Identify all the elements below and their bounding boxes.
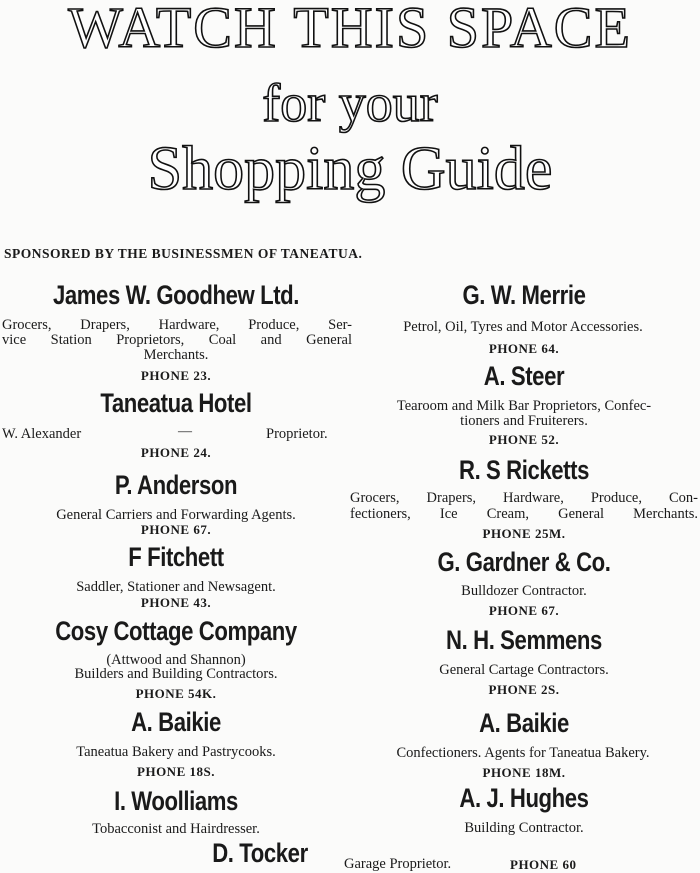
business-name: G. W. Merrie [462, 280, 586, 310]
business-desc: Builders and Building Contractors. [74, 666, 278, 682]
business-phone: PHONE 23. [140, 368, 212, 383]
business-desc: fectioners, Ice Cream, General Merchants. [350, 506, 698, 522]
business-phone: PHONE 64. [488, 341, 560, 356]
business-name: R. S Ricketts [458, 455, 590, 485]
business-phone: PHONE 18S. [137, 764, 215, 779]
business-desc: W. Alexander [2, 426, 82, 442]
business-name: A. J. Hughes [459, 783, 589, 813]
dash-separator: — [178, 424, 192, 439]
business-desc: Confectioners. Agents for Taneatua Bakery. [396, 745, 650, 761]
business-name: A. Steer [483, 361, 565, 391]
business-name: A. Baikie [131, 707, 221, 737]
business-desc: Taneatua Bakery and Pastrycooks. [76, 744, 276, 760]
business-phone: PHONE 67. [140, 522, 212, 537]
business-name: P. Anderson [114, 470, 238, 500]
business-name: D. Tocker [212, 838, 308, 868]
business-phone: PHONE 67. [488, 603, 560, 618]
business-name: Cosy Cottage Company [55, 616, 297, 646]
business-name: Taneatua Hotel [100, 388, 252, 418]
business-phone: PHONE 60 [510, 857, 577, 872]
business-name: I. Woolliams [114, 786, 238, 816]
sponsor-line: SPONSORED BY THE BUSINESSMEN OF TANEATUA. [4, 246, 363, 261]
business-phone: PHONE 24. [140, 445, 212, 460]
business-desc: Garage Proprietor. [344, 856, 452, 872]
business-desc: tioners and Fruiterers. [460, 413, 588, 429]
right-column [348, 0, 700, 873]
business-desc: Building Contractor. [464, 820, 584, 836]
business-phone: PHONE 52. [488, 432, 560, 447]
business-desc: Grocers, Drapers, Hardware, Produce, Con- [350, 490, 698, 506]
business-name: G. Gardner & Co. [437, 547, 611, 577]
business-desc: General Carriers and Forwarding Agents. [56, 507, 296, 523]
business-desc: Bulldozer Contractor. [461, 583, 587, 599]
business-desc: vice Station Proprietors, Coal and General [2, 332, 352, 348]
business-desc: Tearoom and Milk Bar Proprietors, Confec- [396, 398, 652, 414]
business-desc: Petrol, Oil, Tyres and Motor Accessories. [403, 319, 643, 335]
headline-shopping-guide: Shopping Guide [147, 135, 553, 203]
business-phone: PHONE 25M. [482, 526, 566, 541]
headline-for-your: for your [262, 73, 438, 133]
headline-watch-this-space: WATCH THIS SPACE [68, 0, 632, 60]
business-desc: Tobacconist and Hairdresser. [92, 821, 260, 837]
business-phone: PHONE 18M. [482, 765, 566, 780]
business-desc: Grocers, Drapers, Hardware, Produce, Ser- [2, 317, 352, 333]
business-desc: Saddler, Stationer and Newsagent. [76, 579, 276, 595]
business-phone: PHONE 54K. [135, 686, 217, 701]
business-name: N. H. Semmens [446, 625, 602, 655]
business-phone: PHONE 43. [140, 595, 212, 610]
business-desc: Proprietor. [266, 426, 328, 442]
business-desc: Merchants. [143, 347, 209, 363]
business-name: A. Baikie [479, 708, 569, 738]
business-name: James W. Goodhew Ltd. [52, 280, 300, 310]
business-name: F Fitchett [128, 542, 224, 572]
business-desc: (Attwood and Shannon) [106, 652, 246, 668]
business-phone: PHONE 2S. [488, 682, 560, 697]
business-desc: General Cartage Contractors. [439, 662, 609, 678]
